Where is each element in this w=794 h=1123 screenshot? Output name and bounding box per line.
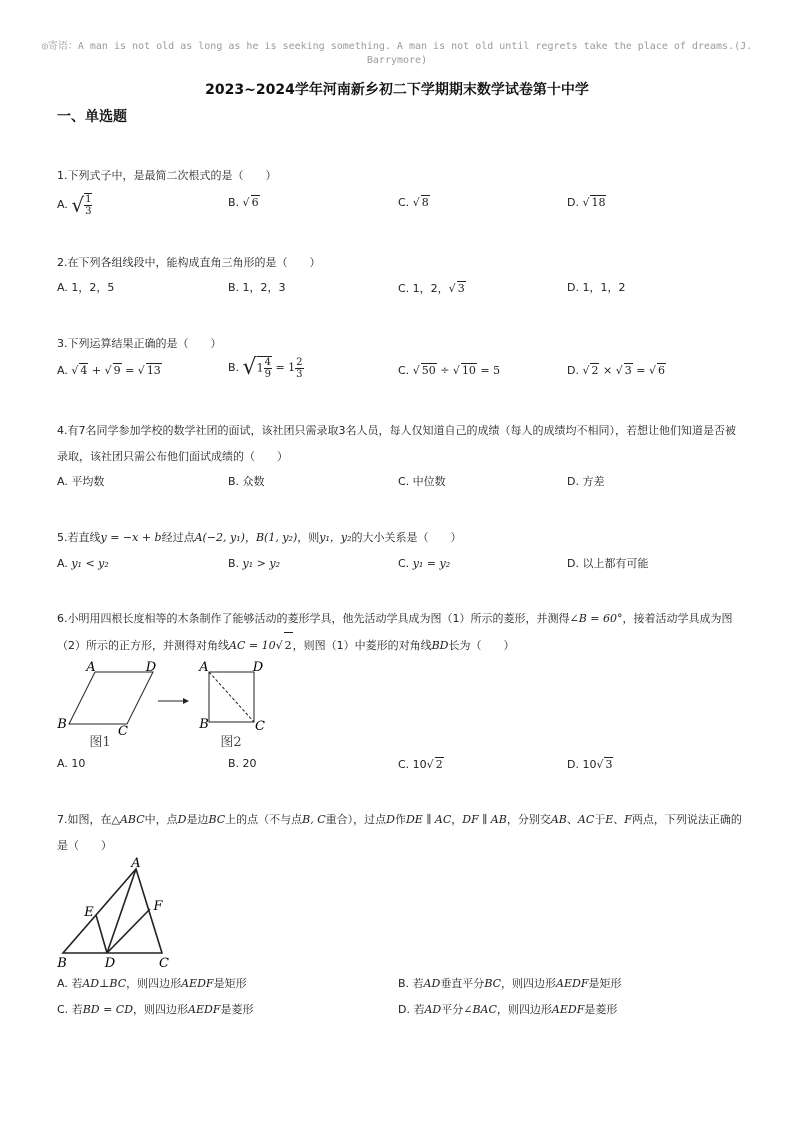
option-text: C. 1，2， <box>398 282 449 295</box>
question-7-option-d[interactable] <box>398 1003 617 1017</box>
fraction-denominator: 3 <box>85 206 92 217</box>
math-expression: F <box>624 813 632 826</box>
section-heading: 一、单选题 <box>57 109 127 125</box>
option-letter: D. <box>567 196 579 209</box>
option-letter: B. <box>228 557 240 570</box>
stem-text: 5.若直线 <box>57 531 101 544</box>
question-3-option-b[interactable]: B. √1 $\frac{4}{9}$ = 1 $\frac{2}{3}$ <box>228 355 303 380</box>
option-text: 是菱形 <box>584 1003 618 1016</box>
stem-text: 7.如图，在 <box>57 813 112 826</box>
math-expression: AB <box>550 813 567 826</box>
question-2-option-a[interactable]: A. 1，2，5 <box>57 281 115 294</box>
option-letter: A. <box>57 364 68 377</box>
stem-text: ，分别交 <box>506 813 551 826</box>
math-expression: AD <box>423 977 441 990</box>
math-expression: AD⊥BC <box>82 977 127 990</box>
fig2-vertex-c: C <box>255 719 265 734</box>
question-5-option-d[interactable]: D. 以上都有可能 <box>567 557 649 570</box>
option-text: 垂直平分 <box>440 977 485 990</box>
math-expression: ∠BAC <box>463 1003 497 1016</box>
stem-text: 中，点 <box>144 813 178 826</box>
question-1-option-d[interactable]: D. √ 18 <box>567 196 606 209</box>
question-4-option-c[interactable]: C. 中位数 <box>398 475 446 488</box>
rhombus-square-figure <box>50 658 290 754</box>
stem-text: 长为（ ） <box>448 639 515 652</box>
mixed-whole: 1 <box>256 361 264 375</box>
question-3-option-d[interactable]: D. √ 2 × √ 3 = √ 6 <box>567 364 665 377</box>
question-6-option-b[interactable]: B. 20 <box>228 757 257 770</box>
radicand: 3 <box>457 282 465 295</box>
triangle-vertex-b: B <box>57 956 67 971</box>
option-text: 是矩形 <box>213 977 247 990</box>
option-letter: B. <box>228 361 240 374</box>
question-7-option-a[interactable] <box>57 977 247 991</box>
radicand: 50 <box>421 364 436 377</box>
math-expression: D <box>177 813 187 826</box>
fig2-vertex-b: B <box>199 717 209 732</box>
stem-text: 上的点（不与点 <box>225 813 303 826</box>
math-expression: y₁ < y₂ <box>71 557 109 570</box>
option-text: D. 10 <box>567 758 597 771</box>
radicand: 6 <box>251 196 259 209</box>
segment-df <box>107 909 150 953</box>
math-expression: AEDF <box>551 1003 585 1016</box>
radicand: 10 <box>461 364 476 377</box>
stem-text: 两点，下列说法正确的是（ ） <box>57 813 742 852</box>
question-1-option-a[interactable]: A. √ $\frac{1}{3}$ <box>57 193 92 217</box>
stem-text: 6.小明用四根长度相等的木条制作了能够活动的菱形学具，他先活动学具成为图（1）所示的菱形，并测得 <box>57 612 570 625</box>
option-text: ，则四边形 <box>133 1003 189 1016</box>
result-value: 5 <box>493 364 501 377</box>
mixed-whole: 1 <box>288 361 296 374</box>
fig2-vertex-d: D <box>252 660 264 675</box>
math-expression: BC <box>484 977 502 990</box>
fig1-vertex-b: B <box>57 717 67 732</box>
stem-text: 经过点 <box>161 531 195 544</box>
option-text: 是菱形 <box>220 1003 254 1016</box>
option-text: C. 若 <box>57 1003 83 1016</box>
option-letter: D. <box>567 364 579 377</box>
math-expression: AC <box>577 813 595 826</box>
math-expression: △ABC <box>111 813 145 826</box>
fig2-vertex-a: A <box>199 660 209 675</box>
option-letter: A. <box>57 557 68 570</box>
option-letter: B. <box>228 196 240 209</box>
math-expression: y = −x + b <box>100 531 162 544</box>
question-3-stem: 3.下列运算结果正确的是（ ） <box>57 337 222 350</box>
question-7-stem <box>57 807 742 859</box>
question-4-option-b[interactable]: B. 众数 <box>228 475 265 488</box>
radicand: 4 <box>80 364 88 377</box>
math-expression: AEDF <box>188 1003 221 1016</box>
option-text: ，则四边形 <box>126 977 182 990</box>
question-6-option-d[interactable]: D. 10√ 3 <box>567 758 613 771</box>
math-expression: y₁，y₂ <box>319 531 352 544</box>
triangle-point-e: E <box>84 905 94 920</box>
question-1-option-b[interactable]: B. √ 6 <box>228 196 259 209</box>
option-letter: A. <box>57 198 68 211</box>
question-4-option-d[interactable]: D. 方差 <box>567 475 605 488</box>
option-text: A. 若 <box>57 977 83 990</box>
rhombus-shape <box>69 672 153 724</box>
stem-text: 作 <box>394 813 406 826</box>
stem-text: 、 <box>613 813 625 826</box>
fig2-label: 图2 <box>220 735 242 750</box>
math-expression: y₁ > y₂ <box>242 557 281 570</box>
math-expression: A(−2, y₁) <box>194 531 245 544</box>
triangle-figure <box>52 857 182 973</box>
stem-text: 的大小关系是（ ） <box>351 531 462 544</box>
question-5-option-c[interactable] <box>398 557 450 571</box>
math-expression: AD <box>424 1003 442 1016</box>
radicand: 2 <box>284 632 293 659</box>
math-expression: BD = CD <box>82 1003 134 1016</box>
stem-text: ， <box>451 813 463 826</box>
segment-de <box>96 915 107 953</box>
math-expression: BC <box>208 813 226 826</box>
radicand: 8 <box>421 196 429 209</box>
question-2-option-b[interactable]: B. 1，2，3 <box>228 281 286 294</box>
fig1-vertex-c: C <box>118 724 128 739</box>
triangle-vertex-c: C <box>159 956 169 971</box>
question-6-stem: 6.小明用四根长度相等的木条制作了能够活动的菱形学具，他先活动学具成为图（1）所示的菱形，并测得∠B = 60°，接着活动学具成为图（2）所示的正方形，并测得对角线AC = 10√ 2，则图（1）中菱形的对角线BD长为（ ） <box>57 606 742 659</box>
option-text: C. 10 <box>398 758 427 771</box>
option-letter: C. <box>398 364 410 377</box>
stem-text: ，则 <box>297 531 320 544</box>
question-4-option-a[interactable]: A. 平均数 <box>57 475 105 488</box>
option-text: D. 若 <box>398 1003 425 1016</box>
segment-ad <box>107 869 136 953</box>
math-expression: AEDF <box>181 977 214 990</box>
radicand: 2 <box>435 758 443 771</box>
math-expression: AEDF <box>556 977 589 990</box>
fraction-denominator: 9 <box>264 369 271 380</box>
math-expression: E <box>605 813 614 826</box>
question-2-stem: 2.在下列各组线段中，能构成直角三角形的是（ ） <box>57 256 321 269</box>
question-6-option-c[interactable]: C. 10√ 2 <box>398 758 443 771</box>
question-2-option-d[interactable]: D. 1，1，2 <box>567 281 626 294</box>
fig1-label: 图1 <box>89 735 111 750</box>
question-5-option-a[interactable] <box>57 557 109 571</box>
question-1-option-c[interactable]: C. √ 8 <box>398 196 429 209</box>
question-3-option-a[interactable]: A. √ 4 + √ 9 = √ 13 <box>57 364 161 377</box>
math-expression: DE ∥ AC <box>405 813 452 826</box>
stem-text: 于 <box>594 813 606 826</box>
fig1-vertex-a: A <box>86 660 96 675</box>
stem-text: ， <box>244 531 256 544</box>
radicand: 2 <box>591 364 599 377</box>
math-expression: DF ∥ AB <box>462 813 507 826</box>
question-5-option-b[interactable] <box>228 557 280 571</box>
square-diagonal <box>209 672 254 722</box>
fraction-numerator: 2 <box>296 356 303 368</box>
option-letter: C. <box>398 196 410 209</box>
question-7-option-c[interactable] <box>57 1003 253 1017</box>
radicand: 3 <box>605 758 613 771</box>
math-expression: AC = 10 <box>229 639 276 652</box>
question-3-option-c[interactable]: C. √ 50 ÷ √ 10 = 5 <box>398 364 501 377</box>
option-text: 是矩形 <box>588 977 622 990</box>
question-6-option-a[interactable]: A. 10 <box>57 757 86 770</box>
option-text: 平分 <box>441 1003 464 1016</box>
math-expression: B, C <box>302 813 326 826</box>
option-letter: C. <box>398 557 410 570</box>
stem-text: ，则图（1）中菱形的对角线 <box>292 639 432 652</box>
math-expression: D <box>386 813 395 826</box>
question-7-option-b[interactable] <box>398 977 621 991</box>
fraction-numerator: 4 <box>264 357 271 368</box>
question-4-stem: 4.有7名同学参加学校的数学社团的面试，该社团只需录取3名人员，每人仅知道自己的成绩（每人的成绩均不相同），若想让他们知道是否被录取，该社团只需公布他们面试成绩的（ ） <box>57 424 736 463</box>
question-2-option-c[interactable]: C. 1，2，√ 3 <box>398 282 465 295</box>
question-5-stem <box>57 531 462 545</box>
page-title: 2023~2024学年河南新乡初二下学期期末数学试卷第十中学 <box>205 82 589 98</box>
motto-banner: ◎寄语：A man is not old as long as he is seeking something. A man is not old until regrets take the place of dreams.(J. Barrymore) <box>41 41 753 66</box>
stem-text: 、 <box>566 813 578 826</box>
triangle-point-d: D <box>104 956 116 971</box>
stem-text: 重合），过点 <box>325 813 387 826</box>
question-1-stem: 1.下列式子中，是最简二次根式的是（ ） <box>57 169 277 182</box>
triangle-point-f: F <box>153 899 163 914</box>
option-text: ，则四边形 <box>496 1003 552 1016</box>
triangle-vertex-a: A <box>131 857 141 871</box>
radicand: 13 <box>146 364 161 377</box>
math-expression: BD <box>431 639 449 652</box>
math-expression: ∠B = 60° <box>569 612 623 625</box>
fraction-denominator: 3 <box>296 368 303 380</box>
fig1-vertex-d: D <box>145 660 157 675</box>
fraction-numerator: 1 <box>85 194 92 205</box>
radicand: 9 <box>113 364 121 377</box>
option-text: B. 若 <box>398 977 424 990</box>
stem-text: ，接着活动学具成为图（2）所示的正方形，并测得对角线 <box>57 612 733 652</box>
radicand: 6 <box>657 364 665 377</box>
radicand: 18 <box>591 196 606 209</box>
arrow-head <box>183 698 189 704</box>
math-expression: y₁ = y₂ <box>412 557 451 570</box>
stem-text: 是边 <box>186 813 209 826</box>
option-text: ，则四边形 <box>501 977 557 990</box>
radicand: 3 <box>624 364 632 377</box>
math-expression: B(1, y₂) <box>255 531 298 544</box>
